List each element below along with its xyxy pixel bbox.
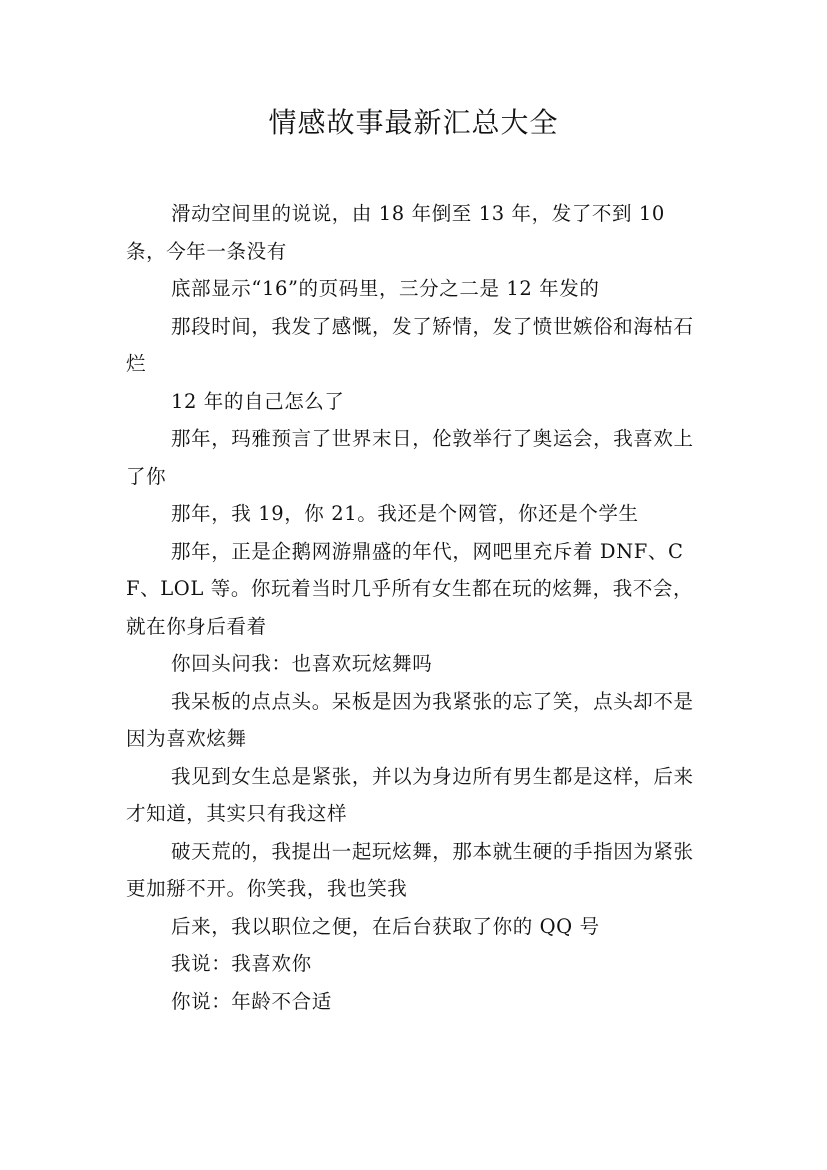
paragraph: 你回头问我：也喜欢玩炫舞吗 — [171, 652, 433, 675]
paragraph: 你说：年龄不合适 — [171, 989, 332, 1013]
paragraph: 我呆板的点点头。呆板是因为我紧张的忘了笑，点头却不是因为喜欢炫舞 — [126, 689, 694, 750]
paragraph: 那年，正是企鹅网游鼎盛的年代，网吧里充斥着 DNF、CF、LOL 等。你玩着当时几乎所有女生都在玩的炫舞，我不会，就在你身后看着 — [126, 539, 694, 638]
paragraph: 那年，我 19，你 21。我还是个网管，你还是个学生 — [171, 502, 639, 525]
paragraph: 那段时间，我发了感慨，发了矫情，发了愤世嫉俗和海枯石烂 — [126, 314, 694, 375]
paragraph: 那年，玛雅预言了世界末日，伦敦举行了奥运会，我喜欢上了你 — [126, 427, 694, 488]
paragraph: 后来，我以职位之便，在后台获取了你的 QQ 号 — [171, 914, 600, 938]
document-title: 情感故事最新汇总大全 — [268, 106, 559, 139]
paragraph: 12 年的自己怎么了 — [171, 389, 345, 413]
document-body — [126, 195, 706, 1020]
paragraph: 我说：我喜欢你 — [171, 952, 312, 975]
paragraph: 我见到女生总是紧张，并以为身边所有男生都是这样，后来才知道，其实只有我这样 — [126, 764, 694, 825]
paragraph: 底部显示“16”的页码里，三分之二是 12 年发的 — [171, 277, 600, 300]
paragraph: 滑动空间里的说说，由 18 年倒至 13 年，发了不到 10 条，今年一条没有 — [126, 202, 665, 263]
paragraph: 破天荒的，我提出一起玩炫舞，那本就生硬的手指因为紧张更加掰不开。你笑我，我也笑我 — [126, 839, 694, 900]
